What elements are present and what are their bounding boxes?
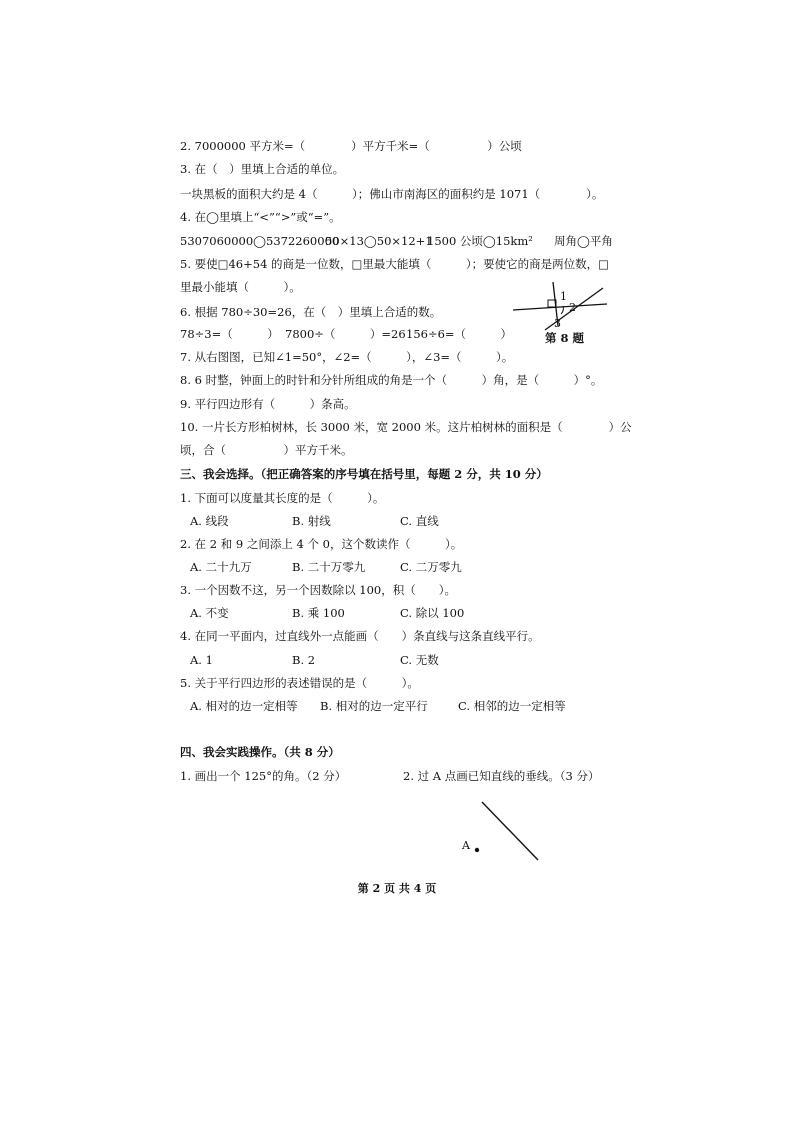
choice-option: B. 2 [292,653,316,667]
point-a-label: A [462,839,470,852]
question-3-title: 3. 在（ ）里填上合适的单位。 [180,162,345,176]
question-3-body: 一块黑板的面积大约是 4（ ）；佛山市南海区的面积约是 1071（ ）。 [180,187,604,201]
question-4-item: 50×13◯50×12+1 [325,234,433,248]
angle-label-1: 1 [560,290,567,303]
question-10-line1: 10. 一片长方形柏树林，长 3000 米，宽 2000 米。这片柏树林的面积是（ ）公 [180,420,632,434]
choice-option: A. 1 [190,653,213,667]
practice-question-2: 2. 过 A 点画已知直线的垂线。（3 分） [403,769,600,783]
choice-option: B. 相对的边一定平行 [320,699,428,713]
question-6-item: 156÷6=（ ） [406,327,513,341]
choice-option: C. 二万零九 [400,560,462,574]
choice-question: 4. 在同一平面内，过直线外一点能画（ ）条直线与这条直线平行。 [180,629,540,643]
choice-option: C. 相邻的边一定相等 [458,699,566,713]
question-4-item: 周角◯平角 [554,234,613,248]
question-4-item: 5307060000◯5372260000 [180,234,340,248]
choice-option: A. 不变 [190,606,229,620]
practice-section-title: 四、我会实践操作。（共 8 分） [180,745,340,759]
choice-question: 5. 关于平行四边形的表述错误的是（ ）。 [180,676,419,690]
question-4-title: 4. 在◯里填上“<”“>”或“=”。 [180,210,341,224]
question-6-title: 6. 根据 780÷30=26，在（ ）里填上合适的数。 [180,305,442,319]
question-8: 8. 6 时整，钟面上的时针和分针所组成的角是一个（ ）角，是（ ）°。 [180,373,603,387]
practice-question-1: 1. 画出一个 125°的角。（2 分） [180,769,347,783]
choice-option: C. 直线 [400,514,439,528]
choice-question: 2. 在 2 和 9 之间添上 4 个 0，这个数读作（ ）。 [180,537,463,551]
question-10-line2: 顷，合（ ）平方千米。 [180,443,353,457]
page-footer: 第 2 页 共 4 页 [357,882,437,895]
question-6-item: 78÷3=（ ） [180,327,279,341]
choice-question: 1. 下面可以度量其长度的是（ ）。 [180,491,385,505]
question-4-item: 1500 公顷◯15km² [427,234,533,248]
question-6-item: 7800÷（ ）=26 [285,327,406,341]
choice-option: A. 线段 [190,514,229,528]
question-5-line2: 里最小能填（ ）。 [180,280,301,294]
question-7: 7. 从右图图，已知∠1=50°，∠2=（ ），∠3=（ ）。 [180,350,514,364]
question-5-line1: 5. 要使□46+54 的商是一位数，□里最大能填（ ）；要使它的商是两位数，□ [180,257,610,271]
angle-label-3: 3 [554,317,561,330]
choice-option: A. 相对的边一定相等 [190,699,298,713]
choice-option: B. 射线 [292,514,331,528]
choice-question: 3. 一个因数不这，另一个因数除以 100，积（ ）。 [180,583,456,597]
choice-option: B. 乘 100 [292,606,345,620]
given-line [482,802,538,860]
choice-option: B. 二十万零九 [292,560,366,574]
choice-section-title: 三、我会选择。（把正确答案的序号填在括号里，每题 2 分，共 10 分） [180,467,548,481]
angle-label-2: 2 [569,301,576,314]
choice-option: C. 除以 100 [400,606,465,620]
question-2: 2. 7000000 平方米=（ ）平方千米=（ ）公顷 [180,139,522,153]
figure-caption: 第 8 题 [545,331,585,345]
point-a [475,848,479,852]
choice-option: A. 二十九万 [190,560,252,574]
question-9: 9. 平行四边形有（ ）条高。 [180,397,356,411]
choice-option: C. 无数 [400,653,439,667]
horizontal-line [513,304,607,310]
perpendicular-figure [455,795,555,870]
